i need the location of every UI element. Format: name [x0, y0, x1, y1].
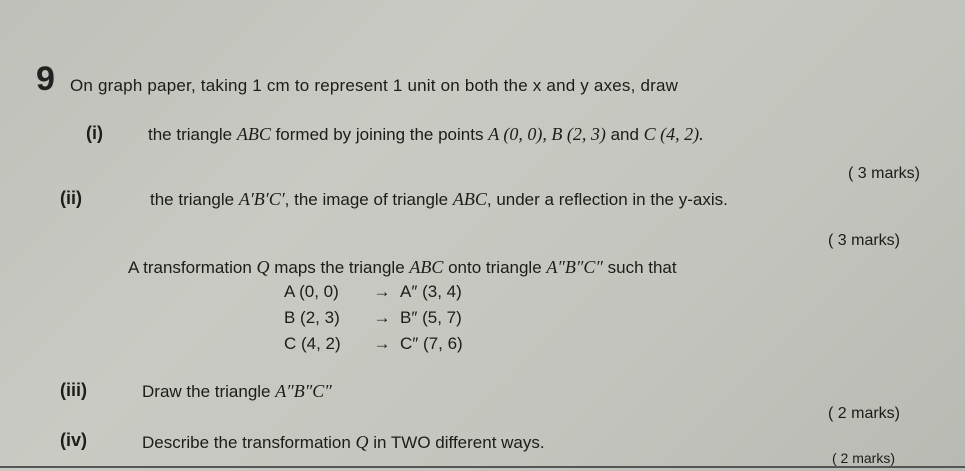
part-iii-text-a: Draw the triangle — [142, 382, 276, 401]
part-iii-math: A″B″C″ — [275, 381, 332, 401]
part-ii-text-c: , under a reflection in the y-axis. — [486, 190, 728, 209]
part-iii-marks: ( 2 marks) — [828, 405, 900, 422]
part-iv-text-a: Describe the transformation — [142, 433, 356, 452]
part-i-text-a: the triangle — [148, 125, 237, 144]
part-i-text-b: formed by joining the points — [270, 125, 489, 144]
page-bottom-rule — [0, 466, 965, 468]
part-i-math-a: ABC — [236, 124, 271, 144]
part-ii-text-a: the triangle — [150, 190, 239, 209]
part-ii-marks: ( 3 marks) — [828, 232, 900, 249]
part-ii-text-b: , the image of triangle — [284, 190, 453, 209]
mapping-from: A (0, 0) — [284, 282, 339, 301]
transformation-math-b: ABC — [409, 257, 444, 277]
part-i-math-c: C (4, 2). — [643, 124, 704, 144]
mapping-row — [284, 308, 462, 328]
part-iii-label: (iii) — [60, 380, 87, 400]
arrow-icon: → — [373, 282, 391, 301]
part-iv-marks: ( 2 marks) — [832, 450, 895, 466]
mapping-row — [284, 282, 462, 302]
part-ii-text — [150, 189, 728, 210]
transformation-math-c: A″B″C″ — [546, 257, 603, 277]
part-ii-math-b: ABC — [452, 189, 487, 209]
transformation-text-d: such that — [602, 258, 677, 277]
part-ii-math-a: A′B′C′ — [238, 189, 285, 209]
mapping-to: C″ (7, 6) — [400, 334, 463, 353]
part-iv-math: Q — [355, 432, 369, 452]
transformation-math-a: Q — [256, 257, 270, 277]
part-i-text-c: and — [605, 125, 644, 144]
mapping-from: B (2, 3) — [284, 308, 340, 327]
question-number: 9 — [36, 60, 55, 98]
question-intro: On graph paper, taking 1 cm to represent 1 unit on both the x and y axes, draw — [70, 76, 679, 95]
transformation-text-c: onto triangle — [443, 258, 547, 277]
transformation-text-b: maps the triangle — [269, 258, 410, 277]
part-iii-text — [142, 381, 332, 402]
arrow-icon: → — [373, 334, 391, 353]
transformation-text-a: A transformation — [128, 258, 257, 277]
mapping-from: C (4, 2) — [284, 334, 341, 353]
part-i-marks: ( 3 marks) — [848, 165, 920, 182]
mapping-to: B″ (5, 7) — [400, 308, 462, 327]
arrow-icon: → — [373, 308, 391, 327]
part-ii-label: (ii) — [60, 188, 82, 208]
part-iv-text — [142, 432, 545, 453]
transformation-statement — [128, 257, 677, 278]
part-i-label: (i) — [86, 123, 103, 143]
part-i-math-b: A (0, 0), B (2, 3) — [488, 124, 606, 144]
mapping-row — [284, 334, 463, 354]
part-iv-text-b: in TWO different ways. — [368, 433, 545, 452]
mapping-to: A″ (3, 4) — [400, 282, 462, 301]
part-i-text — [148, 124, 704, 145]
part-iv-label: (iv) — [60, 430, 87, 450]
